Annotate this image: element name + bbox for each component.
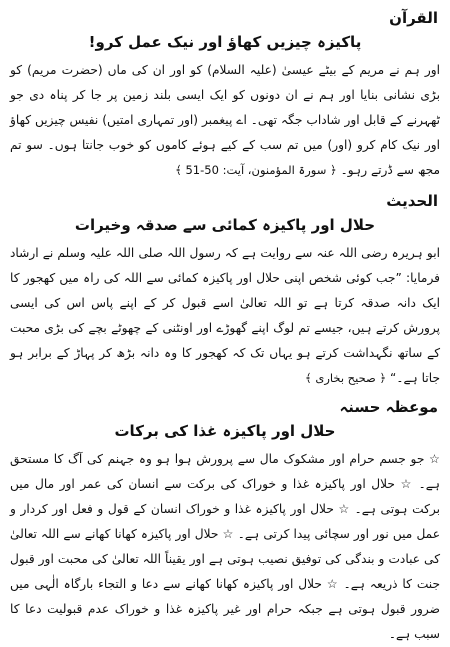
quran-body: اور ہم نے مریم کے بیٹے عیسیٰ (علیہ السلام) کو اور ان کی ماں (حضرت مریم) کو بڑی نشانی بنایا اور ہم نے ان دونوں کو ایک ایسی بلند زمین پر جا کر پناہ دی جو ٹھہرنے کے قابل اور شاداب جگہ تھی۔ اے پیغمبر (اور تمہاری امتیں) نفیس چیزیں کھاؤ اور نیک کام کرو (اور) میں تم سب کے کیے ہوئے کاموں کو خوب جانتا ہوں۔ سو تم مجھ سے ڈرتے رہو۔ xyxy=(10,63,440,177)
advice-heading: موعظہ حسنہ xyxy=(339,398,438,416)
hadith-heading: الحدیث xyxy=(386,192,438,210)
quran-reference: ﴿ سورۃ المؤمنون، آیت: 50-51 ﴾ xyxy=(175,163,337,177)
advice-title: حلال اور پاکیزہ غذا کی برکات xyxy=(114,422,336,440)
quran-section xyxy=(10,8,440,183)
quran-title: پاکیزہ چیزیں کھاؤ اور نیک عمل کرو! xyxy=(88,33,362,51)
advice-section xyxy=(10,397,440,647)
quran-text xyxy=(10,58,440,183)
hadith-title: حلال اور پاکیزہ کمائی سے صدقہ وخیرات xyxy=(74,216,376,234)
quran-heading: القرآن xyxy=(389,9,438,27)
advice-text: ☆ جو جسم حرام اور مشکوک مال سے پرورش ہوا ہو وہ جہنم کی آگ کا مستحق ہے۔ ☆ حلال اور پاکیزہ غذا و خوراک کی برکت سے انسان کی عمر اور مال میں برکت ہوتی ہے۔ ☆ حلال اور پاکیزہ غذا و خوراک انسان کے قول و فعل اور کردار و عمل میں نور اور سچائی پیدا کرتی ہے۔ ☆ حلال اور پاکیزہ کھانا کھانے سے اللہ تعالیٰ کی عبادت و بندگی کی توفیق نصیب ہوتی ہے اور یقیناً اللہ تعالیٰ کی محبت اور قبول جنت کا ذریعہ ہے۔ ☆ حلال اور پاکیزہ کھانا کھانے سے دعا و التجاء بارگاہ الٰہی میں ضرور قبول ہوتی ہے جبکہ حرام اور غیر پاکیزہ غذا و خوراک عدم قبولیت دعا کا سبب ہے۔ xyxy=(10,452,440,641)
hadith-body: ابو ہریرہ رضی اللہ عنہ سے روایت ہے کہ رسول اللہ صلی اللہ علیہ وسلم نے ارشاد فرمایا: ”جب کوئی شخص اپنی حلال اور پاکیزہ کمائی سے اللہ کی راہ میں کھجور کا ایک دانہ صدقہ کرتا ہے تو اللہ تعالیٰ اسے قبول کر کے اپنے پاس اس کی ایسی پرورش کرتے ہیں، جیسے تم لوگ اپنے گھوڑے اور اونٹنی کے چھوٹے بچے کی بڑی محبت کے ساتھ نگہداشت کرتے ہو یہاں تک کہ کھجور کا وہ دانہ بڑھ کر پہاڑ کے برابر ہو جاتا ہے۔“ xyxy=(10,246,440,385)
hadith-reference: ﴿ صحیح بخاری ﴾ xyxy=(304,371,387,385)
hadith-section xyxy=(10,191,440,391)
hadith-text xyxy=(10,241,440,391)
